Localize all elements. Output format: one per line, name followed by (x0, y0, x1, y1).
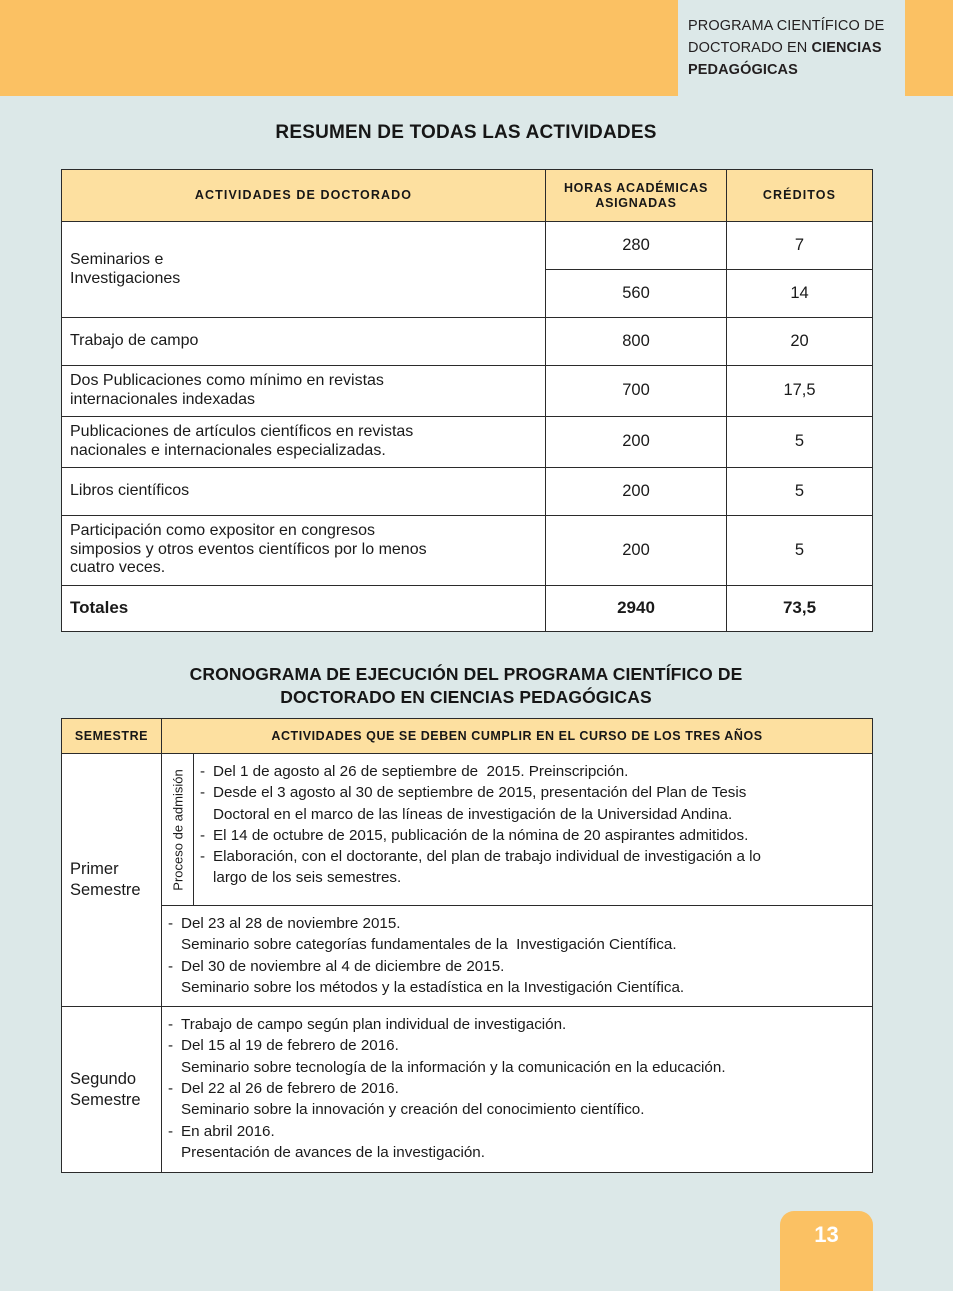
cell-totales-horas: 2940 (546, 585, 727, 631)
cronograma-table-body (62, 754, 873, 1173)
column-header-horas-line-2: ASIGNADAS (595, 195, 677, 210)
cell-horas: 200 (546, 467, 727, 515)
header-title-line-1: PROGRAMA CIENTÍFICO DE (688, 17, 885, 34)
header-title-line-2-prefix: DOCTORADO EN (688, 39, 812, 56)
cell-creditos: 14 (727, 270, 873, 318)
cell-creditos: 17,5 (727, 366, 873, 417)
bullet-item (200, 846, 864, 867)
table-header-row (62, 719, 873, 754)
bullet-item (200, 761, 864, 782)
bullet-item (200, 825, 864, 846)
cell-horas: 280 (546, 222, 727, 270)
table-row (62, 467, 873, 515)
cell-actividades-primer-bloque-2 (162, 906, 873, 1007)
cell-semestre-segundo (62, 1007, 162, 1173)
cell-totales-label: Totales (62, 585, 546, 631)
bullet-text: Del 15 al 19 de febrero de 2016. (181, 1037, 399, 1055)
bullet-dash: - (200, 763, 206, 780)
bullet-dash: - (200, 784, 206, 802)
cell-actividades-segundo (162, 1007, 873, 1173)
column-header-horas (546, 170, 727, 222)
header-title-line-3 (688, 59, 898, 81)
bullet-dash: - (168, 957, 174, 975)
bullet-dash: - (168, 1037, 174, 1055)
table-header-row (62, 170, 873, 222)
bullet-continuation: Seminario sobre los métodos y la estadística en la Investigación Científica. (181, 978, 685, 996)
table-row (62, 416, 873, 467)
table-row (62, 515, 873, 585)
bullet-dash: - (168, 1079, 174, 1097)
actividad-line-3: cuatro veces. (70, 559, 166, 577)
cell-actividades-primer-bloque-1 (194, 754, 873, 906)
cell-actividad-publicaciones-articulos (62, 416, 546, 467)
bullet-dash: - (200, 848, 206, 866)
bullet-text: Del 30 de noviembre al 4 de diciembre de 2015. (181, 957, 505, 975)
semestre-line-1: Segundo (70, 1069, 137, 1088)
cell-proceso-admision-label (162, 754, 194, 906)
cronograma-title-line-2: DOCTORADO EN CIENCIAS PEDAGÓGICAS (280, 687, 652, 708)
cell-horas: 200 (546, 515, 727, 585)
actividad-line-2: internacionales indexadas (70, 390, 256, 408)
bullet-item (168, 956, 864, 977)
bullet-text: En abril 2016. (181, 1122, 275, 1140)
table-row-totals (62, 585, 873, 631)
page-number: 13 (814, 1222, 839, 1247)
cell-actividad-participacion-congresos (62, 515, 546, 585)
bullet-item (168, 1121, 864, 1142)
bullet-continuation: largo de los seis semestres. (213, 869, 402, 887)
cronograma-section-title (60, 663, 872, 709)
cronograma-table-head (62, 719, 873, 754)
resumen-table (61, 169, 873, 632)
bullet-dash: - (200, 826, 206, 844)
bullet-item (168, 1035, 864, 1056)
cronograma-title-line-1: CRONOGRAMA DE EJECUCIÓN DEL PROGRAMA CIENTÍFICO DE (189, 664, 743, 684)
rotated-label-proceso-admision: Proceso de admisión (170, 768, 185, 891)
header-title-line-2-bold: CIENCIAS (811, 39, 882, 56)
bullet-dash: - (168, 1016, 174, 1034)
table-row (62, 318, 873, 366)
column-header-semestre: SEMESTRE (62, 719, 162, 754)
cell-horas: 200 (546, 416, 727, 467)
table-row (62, 906, 873, 1007)
semestre-line-1: Primer (70, 859, 119, 878)
cell-actividad-libros: Libros científicos (62, 467, 546, 515)
cell-creditos: 5 (727, 416, 873, 467)
bullet-continuation: Seminario sobre categorías fundamentales de la Investigación Científica. (181, 936, 677, 954)
header-program-title (688, 0, 898, 96)
table-row (62, 222, 873, 270)
bullet-dash: - (168, 915, 174, 932)
cell-creditos: 5 (727, 467, 873, 515)
table-row (62, 754, 873, 906)
bullet-text: Del 23 al 28 de noviembre 2015. (181, 915, 401, 932)
cell-horas: 560 (546, 270, 727, 318)
bullet-text: El 14 de octubre de 2015, publicación de la nómina de 20 aspirantes admitidos. (213, 826, 749, 844)
actividad-line-1: Dos Publicaciones como mínimo en revistas (70, 372, 384, 389)
resumen-table-body (62, 222, 873, 632)
header-accent-bar-left (0, 0, 678, 96)
bullet-text: Del 22 al 26 de febrero de 2016. (181, 1079, 399, 1097)
cell-actividad-seminarios (62, 222, 546, 318)
bullet-item (200, 782, 864, 803)
actividad-line-2: Investigaciones (70, 269, 181, 287)
bullet-text: Del 1 de agosto al 26 de septiembre de 2015. Preinscripción. (213, 763, 629, 780)
header-title-line-2 (688, 37, 898, 59)
bullet-continuation: Seminario sobre tecnología de la información y la comunicación en la educación. (181, 1058, 726, 1076)
column-header-actividades: ACTIVIDADES DE DOCTORADO (62, 170, 546, 222)
cell-creditos: 5 (727, 515, 873, 585)
cell-actividad-trabajo-campo: Trabajo de campo (62, 318, 546, 366)
bullet-text: Trabajo de campo según plan individual de investigación. (181, 1016, 567, 1034)
bullet-continuation: Doctoral en el marco de las líneas de investigación de la Universidad Andina. (213, 805, 733, 823)
column-header-actividades-curso: ACTIVIDADES QUE SE DEBEN CUMPLIR EN EL CURSO DE LOS TRES AÑOS (162, 719, 873, 754)
resumen-section-title: RESUMEN DE TODAS LAS ACTIVIDADES (275, 122, 657, 143)
bullet-continuation: Presentación de avances de la investigación. (181, 1143, 485, 1161)
cell-creditos: 7 (727, 222, 873, 270)
header-accent-bar-right (905, 0, 953, 96)
bullet-item (168, 913, 864, 934)
actividad-line-1: Participación como expositor en congresos (70, 521, 376, 539)
page-header (0, 0, 953, 96)
bullet-text: Desde el 3 agosto al 30 de septiembre de 2015, presentación del Plan de Tesis (213, 784, 747, 802)
bullet-dash: - (168, 1122, 174, 1140)
column-header-horas-line-1: HORAS ACADÉMICAS (563, 180, 709, 195)
cell-actividad-publicaciones-indexadas (62, 366, 546, 417)
cell-horas: 800 (546, 318, 727, 366)
actividad-line-2: nacionales e internacionales especializadas. (70, 441, 386, 459)
bullet-continuation: Seminario sobre la innovación y creación del conocimiento científico. (181, 1101, 645, 1119)
resumen-table-head (62, 170, 873, 222)
actividad-line-2: simposios y otros eventos científicos por lo menos (70, 540, 427, 558)
table-row (62, 1007, 873, 1173)
cell-totales-creditos: 73,5 (727, 585, 873, 631)
column-header-creditos: CRÉDITOS (727, 170, 873, 222)
bullet-item (168, 1078, 864, 1099)
semestre-line-2: Semestre (70, 1090, 141, 1109)
actividad-line-1: Seminarios e (70, 250, 164, 268)
cell-horas: 700 (546, 366, 727, 417)
cell-creditos: 20 (727, 318, 873, 366)
cell-semestre-primer (62, 754, 162, 1007)
semestre-line-2: Semestre (70, 881, 141, 900)
bullet-item (168, 1014, 864, 1035)
actividad-line-1: Publicaciones de artículos científicos en revistas (70, 422, 414, 440)
header-title-line-3-bold: PEDAGÓGICAS (688, 62, 798, 79)
cronograma-table (61, 718, 873, 1173)
page-number-badge (780, 1211, 873, 1291)
table-row (62, 366, 873, 417)
bullet-text: Elaboración, con el doctorante, del plan de trabajo individual de investigación a lo (213, 848, 761, 866)
